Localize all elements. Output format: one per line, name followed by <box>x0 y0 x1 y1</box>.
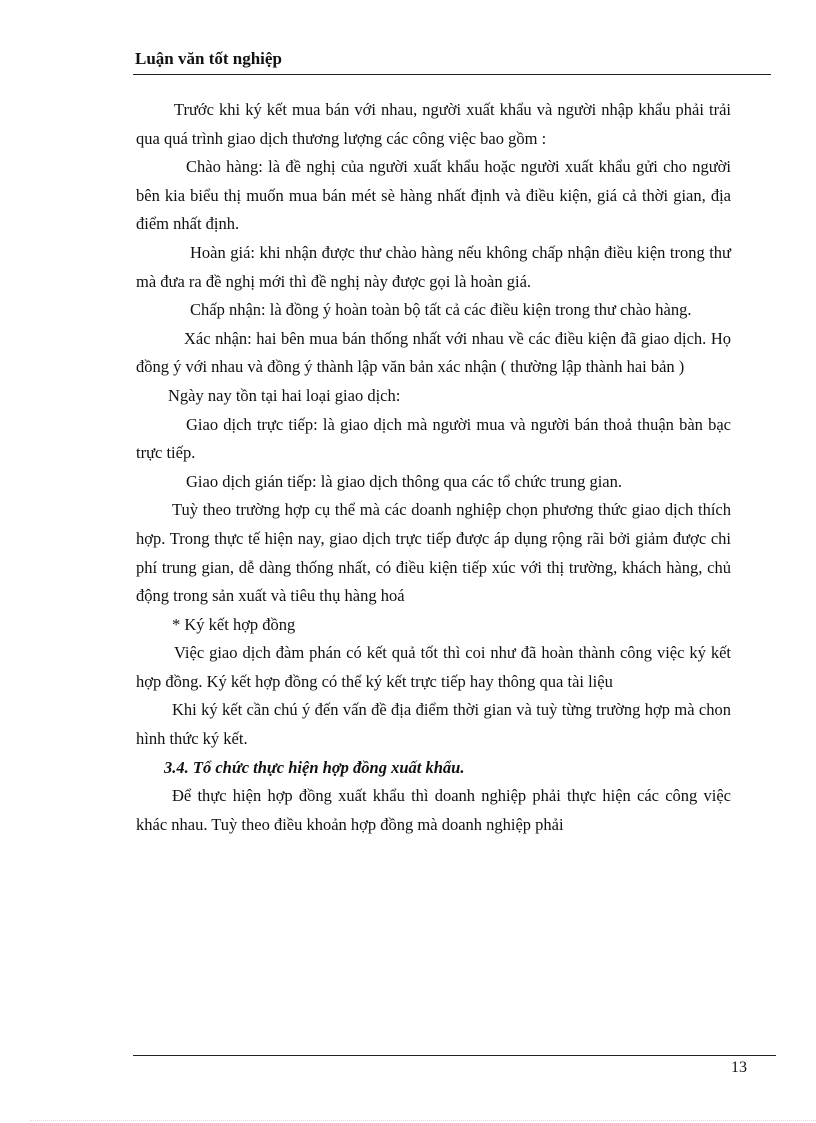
page-edge <box>30 1120 816 1121</box>
paragraph: Hoàn giá: khi nhận được thư chào hàng nếu không chấp nhận điều kiện trong thư mà đưa ra đề nghị mới thì đề nghị này được gọi là hoàn giá. <box>136 242 731 291</box>
paragraph: Khi ký kết cần chú ý đến vấn đề địa điểm thời gian và tuỳ từng trường hợp mà chon hình thức ký kết. <box>136 700 731 749</box>
footer-divider <box>133 1055 776 1056</box>
paragraph: Chấp nhận: là đồng ý hoàn toàn bộ tất cả các điều kiện trong thư chào hàng. <box>190 300 692 320</box>
paragraph: Giao dịch gián tiếp: là giao dịch thông qua các tổ chức trung gian. <box>186 471 622 491</box>
paragraph: Giao dịch trực tiếp: là giao dịch mà người mua và người bán thoả thuận bàn bạc trực tiếp. <box>136 414 731 463</box>
running-header-title: Luận văn tốt nghiệp <box>135 49 282 68</box>
header-divider <box>133 74 771 75</box>
paragraph: * Ký kết hợp đồng <box>172 614 296 634</box>
document-body <box>136 96 731 839</box>
paragraph: Ngày nay tồn tại hai loại giao dịch: <box>168 385 401 405</box>
paragraph: Chào hàng: là đề nghị của người xuất khẩu hoặc người xuất khẩu gửi cho người bên kia biểu thị muốn mua bán mét sè hàng nhất định và điều kiện, giá cả thời gian, địa điểm nhất định. <box>136 157 731 234</box>
paragraph: Tuỳ theo trường hợp cụ thể mà các doanh nghiệp chọn phương thức giao dịch thích hợp. Trong thực tế hiện nay, giao dịch trực tiếp được áp dụng rộng rãi bởi giảm được chi phí trung gian, dễ dàng thống nhất, có điều kiện tiếp xúc với thị trường, khách hàng, chủ động trong sản xuất và tiêu thụ hàng hoá <box>136 500 731 606</box>
page-number: 13 <box>731 1059 747 1076</box>
paragraph: Việc giao dịch đàm phán có kết quả tốt thì coi như đã hoàn thành công việc ký kết hợp đồng. Ký kết hợp đồng có thể ký kết trực tiếp hay thông qua tài liệu <box>136 643 731 691</box>
section-heading: 3.4. Tổ chức thực hiện hợp đồng xuất khẩu. <box>164 757 465 777</box>
paragraph: Để thực hiện hợp đồng xuất khẩu thì doanh nghiệp phải thực hiện các công việc khác nhau. Tuỳ theo điều khoản hợp đồng mà doanh nghiệp phải <box>136 786 731 834</box>
paragraph: Xác nhận: hai bên mua bán thống nhất với nhau về các điều kiện đã giao dịch. Họ đồng ý với nhau và đồng ý thành lập văn bản xác nhận ( thường lập thành hai bản ) <box>136 328 731 377</box>
paragraph: Trước khi ký kết mua bán với nhau, người xuất khẩu và người nhập khẩu phải trải qua quá trình giao dịch thương lượng các công việc bao gồm : <box>136 100 731 148</box>
